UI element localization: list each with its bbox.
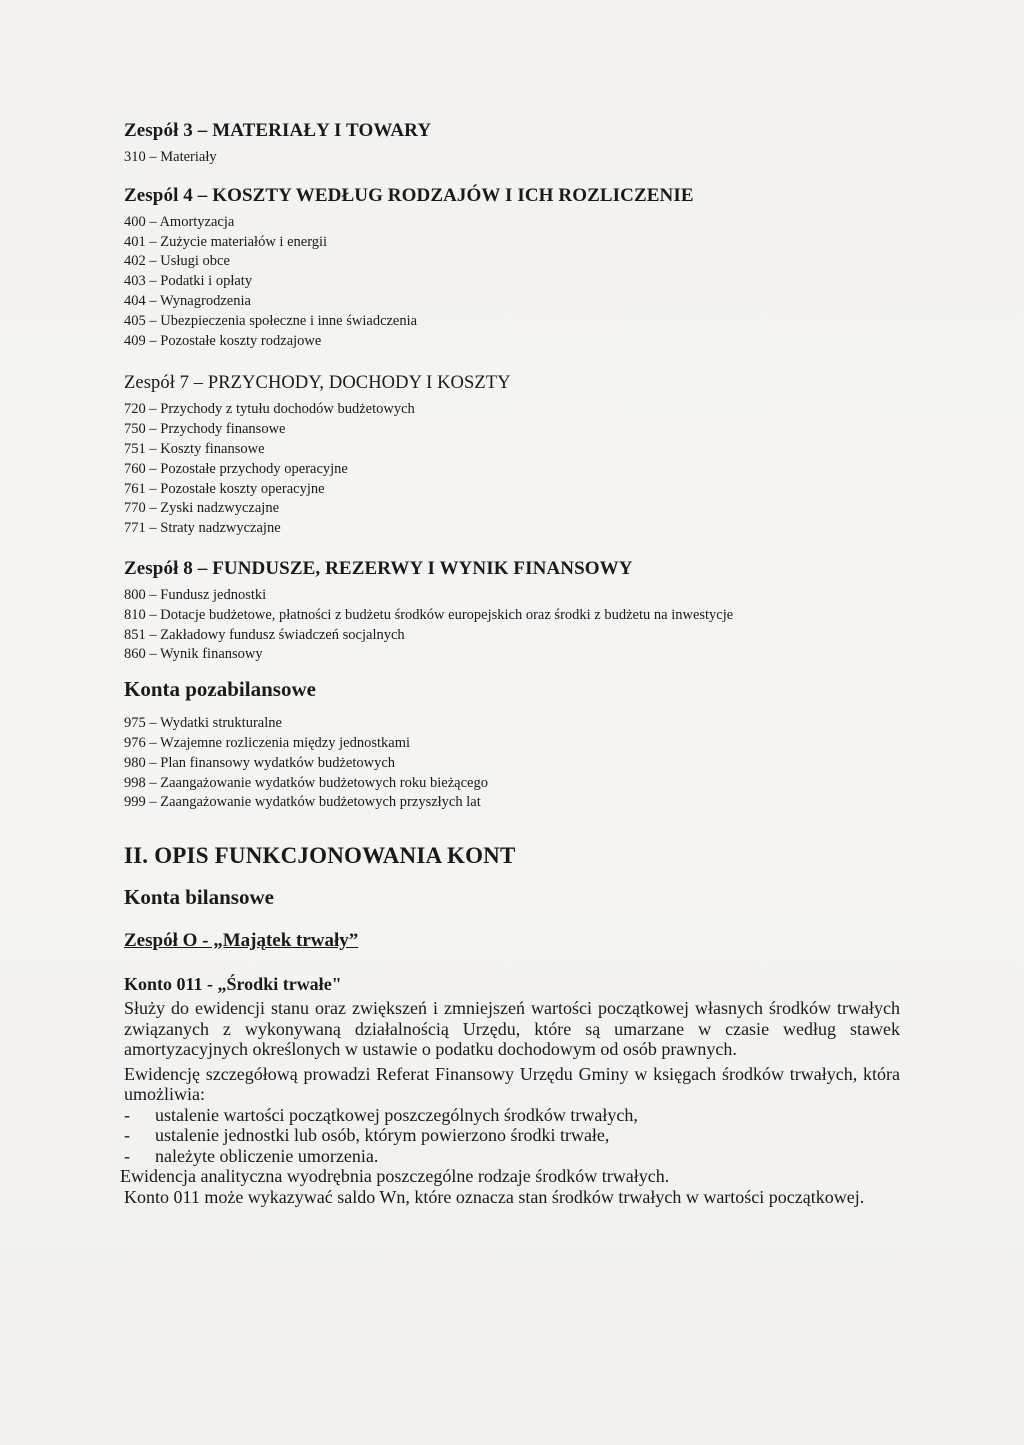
dash-icon: - <box>124 1145 130 1166</box>
list-item: 403 – Podatki i opłaty <box>124 273 253 290</box>
konto-011-heading: Konto 011 - „Środki trwałe" <box>124 974 342 995</box>
list-item: 751 – Koszty finansowe <box>124 440 265 457</box>
list-item: 310 – Materiały <box>124 149 217 165</box>
bullet-text: ustalenie wartości początkowej poszczególnych środków trwałych, <box>155 1104 638 1125</box>
zespol-3-heading: Zespół 3 – MATERIAŁY I TOWARY <box>124 120 432 141</box>
paragraph: Służy do ewidencji stanu oraz zwiększeń i zmniejszeń wartości początkowej własnych środków trwałych związanych z wykonywaną działalnością Urzędu, które są umarzane w czasie według stawek amortyzacyjnych określonych w ustawie o podatku dochodowym od osób prawnych. <box>124 998 900 1060</box>
bullet-text: ustalenie jednostki lub osób, którym powierzono środki trwałe, <box>155 1125 610 1146</box>
list-item: 750 – Przychody finansowe <box>124 421 286 438</box>
list-item: 800 – Fundusz jednostki <box>124 586 267 603</box>
list-item: 400 – Amortyzacja <box>124 213 235 230</box>
list-item: 401 – Zużycie materiałów i energii <box>124 233 328 250</box>
list-item: 976 – Wzajemne rozliczenia między jednostkami <box>124 734 410 751</box>
section-2-heading: II. OPIS FUNKCJONOWANIA KONT <box>124 843 516 869</box>
paragraph: Ewidencja analityczna wyodrębnia poszczególne rodzaje środków trwałych. <box>120 1166 670 1187</box>
list-item: 402 – Usługi obce <box>124 253 230 270</box>
list-item: 980 – Plan finansowy wydatków budżetowych <box>124 754 396 771</box>
list-item: 860 – Wynik finansowy <box>124 646 263 663</box>
konto-011-section <box>120 974 914 1207</box>
zespol-4-heading: Zespól 4 – KOSZTY WEDŁUG RODZAJÓW I ICH ROZLICZENIE <box>124 184 694 206</box>
bullet-item <box>124 1105 914 1126</box>
group-zespol-4 <box>124 185 914 352</box>
list-item: 409 – Pozostałe koszty rodzajowe <box>124 332 322 349</box>
pozabilansowe-heading: Konta pozabilansowe <box>124 677 316 702</box>
group-zespol-8 <box>124 558 914 665</box>
dash-icon: - <box>124 1104 130 1125</box>
list-item: 975 – Wydatki strukturalne <box>124 715 282 732</box>
group-pozabilansowe <box>124 677 914 813</box>
group-zespol-3 <box>124 120 914 168</box>
zespol-8-heading: Zespół 8 – FUNDUSZE, REZERWY I WYNIK FINANSOWY <box>124 557 633 579</box>
group-zespol-7 <box>124 373 914 539</box>
list-item: 771 – Straty nadzwyczajne <box>124 520 281 537</box>
list-item: 998 – Zaangażowanie wydatków budżetowych roku bieżącego <box>124 774 488 791</box>
bullet-item <box>124 1125 914 1146</box>
list-item: 810 – Dotacje budżetowe, płatności z budżetu środków europejskich oraz środki z budżetu na inwestycje <box>124 606 734 623</box>
list-item: 760 – Pozostałe przychody operacyjne <box>124 460 348 477</box>
bullet-item <box>124 1146 914 1167</box>
zespol-7-heading: Zespół 7 – PRZYCHODY, DOCHODY I KOSZTY <box>124 373 511 394</box>
zespol-0-heading: Zespół O - „Majątek trwały” <box>124 930 359 952</box>
list-item: 761 – Pozostałe koszty operacyjne <box>124 480 325 497</box>
document-content <box>120 120 914 1211</box>
list-item: 405 – Ubezpieczenia społeczne i inne świadczenia <box>124 312 418 329</box>
konta-bilansowe-heading: Konta bilansowe <box>124 885 274 910</box>
paragraph: Ewidencję szczegółową prowadzi Referat Finansowy Urzędu Gminy w księgach środków trwałych, która umożliwia: <box>124 1063 900 1105</box>
dash-icon: - <box>124 1125 130 1146</box>
list-item: 720 – Przychody z tytułu dochodów budżetowych <box>124 401 415 418</box>
bullet-list <box>124 1105 914 1167</box>
list-item: 404 – Wynagrodzenia <box>124 292 251 309</box>
list-item: 770 – Zyski nadzwyczajne <box>124 500 280 517</box>
list-item: 999 – Zaangażowanie wydatków budżetowych przyszłych lat <box>124 794 481 811</box>
paragraph: Konto 011 może wykazywać saldo Wn, które oznacza stan środków trwałych w wartości początkowej. <box>124 1186 865 1207</box>
bullet-text: należyte obliczenie umorzenia. <box>155 1145 379 1166</box>
list-item: 851 – Zakładowy fundusz świadczeń socjalnych <box>124 626 405 643</box>
